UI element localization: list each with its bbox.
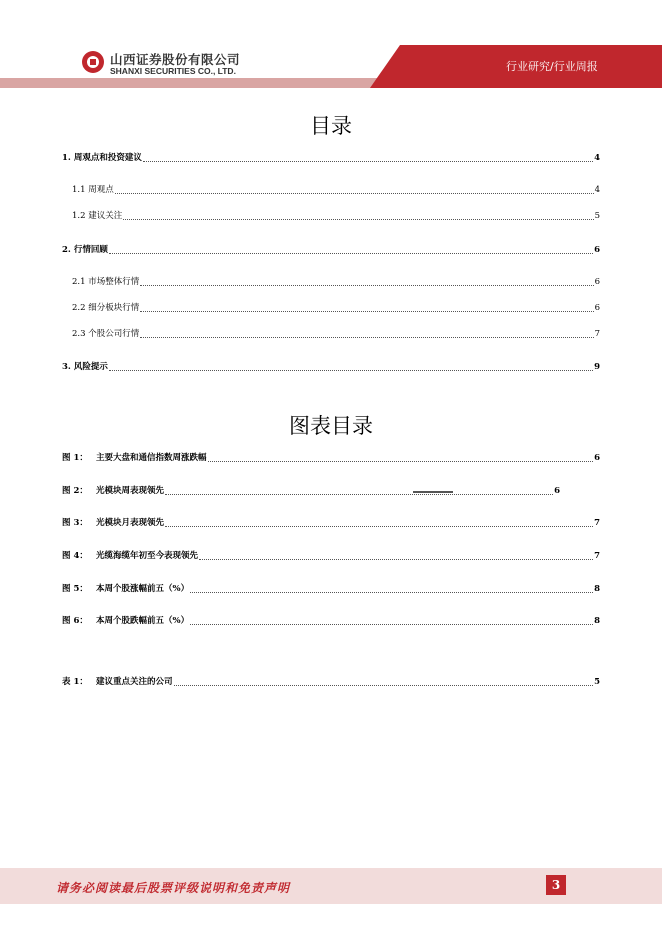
figure-number: 图 3：	[62, 518, 88, 528]
figure-entry[interactable]	[62, 584, 600, 595]
page-header	[0, 0, 662, 90]
figure-page: 6	[594, 453, 600, 463]
figure-label: 本周个股涨幅前五（%）	[96, 584, 190, 594]
table-label: 建议重点关注的公司	[96, 677, 173, 687]
figure-label: 本周个股跌幅前五（%）	[96, 616, 190, 626]
leader-dots	[165, 493, 553, 495]
figure-page: 7	[594, 551, 600, 561]
figure-entry[interactable]	[62, 518, 600, 529]
toc-entry[interactable]	[72, 303, 600, 314]
figure-number: 图 4：	[62, 551, 88, 561]
leader-dots	[208, 460, 594, 462]
figure-page: 8	[594, 584, 600, 594]
report-category: 行业研究/行业周报	[506, 60, 598, 73]
toc-entry-page: 5	[594, 211, 600, 221]
leader-dots	[165, 525, 593, 527]
toc-entry[interactable]	[72, 329, 600, 340]
toc-entry-label: 2.1 市场整体行情	[72, 277, 140, 287]
figure-label: 光缆海缆年初至今表现领先	[96, 551, 199, 561]
figure-page: 7	[594, 518, 600, 528]
toc-entry[interactable]	[62, 153, 600, 164]
leader-dots	[140, 284, 593, 286]
toc-entry-page: 9	[594, 362, 600, 372]
toc-entry-label: 2. 行情回顾	[62, 245, 108, 255]
figure-entry[interactable]	[62, 616, 600, 627]
leader-dots	[109, 369, 593, 371]
figure-label: 光模块月表现领先	[96, 518, 165, 528]
toc-entry-label: 1.1 周观点	[72, 185, 114, 195]
figure-page: 6	[554, 486, 560, 496]
figure-label: 主要大盘和通信指数周涨跌幅	[96, 453, 207, 463]
leader-dots	[140, 336, 593, 338]
toc-entry-label: 2.2 细分板块行情	[72, 303, 140, 313]
disclaimer-notice: 请务必阅读最后股票评级说明和免责声明	[56, 881, 291, 895]
toc-entry-page: 4	[594, 185, 600, 195]
figure-label: 光模块周表现领先	[96, 486, 165, 496]
figure-number: 图 6：	[62, 616, 88, 626]
toc-entry[interactable]	[72, 185, 600, 196]
company-name-cn: 山西证券股份有限公司	[110, 52, 241, 67]
toc-entry[interactable]	[62, 362, 600, 373]
leader-dots	[109, 252, 593, 254]
toc-entry-page: 6	[594, 303, 600, 313]
toc-entry-label: 3. 风险提示	[62, 362, 108, 372]
leader-dots	[143, 160, 593, 162]
toc-entry-page: 7	[594, 329, 600, 339]
toc-entry-page: 6	[594, 277, 600, 287]
toc-entry[interactable]	[72, 211, 600, 222]
company-name-en: SHANXI SECURITIES CO., LTD.	[110, 66, 236, 76]
toc-entry-label: 2.3 个股公司行情	[72, 329, 140, 339]
leader-dots	[190, 623, 593, 625]
leader-dots	[123, 218, 593, 220]
toc-entry[interactable]	[72, 277, 600, 288]
leader-dots	[199, 558, 593, 560]
toc-entry-label: 1.2 建议关注	[72, 211, 123, 221]
table-number: 表 1：	[62, 677, 88, 687]
toc-entry-page: 6	[594, 245, 600, 255]
stray-line	[413, 491, 453, 493]
table-page: 5	[594, 677, 600, 687]
table-entry[interactable]	[62, 677, 600, 688]
figure-entry[interactable]	[62, 551, 600, 562]
figure-entry[interactable]	[62, 486, 560, 497]
figures-title: 图表目录	[289, 414, 373, 438]
company-logo-icon	[82, 51, 104, 73]
toc-entry[interactable]	[62, 245, 600, 256]
figure-page: 8	[594, 616, 600, 626]
figure-number: 图 1：	[62, 453, 88, 463]
toc-title: 目录	[310, 114, 352, 138]
figure-number: 图 5：	[62, 584, 88, 594]
leader-dots	[140, 310, 593, 312]
leader-dots	[174, 684, 594, 686]
page-number: 3	[546, 875, 566, 895]
toc-entry-page: 4	[594, 153, 600, 163]
leader-dots	[190, 591, 593, 593]
figure-number: 图 2：	[62, 486, 88, 496]
leader-dots	[115, 192, 594, 194]
toc-entry-label: 1. 周观点和投资建议	[62, 153, 142, 163]
figure-entry[interactable]	[62, 453, 600, 464]
